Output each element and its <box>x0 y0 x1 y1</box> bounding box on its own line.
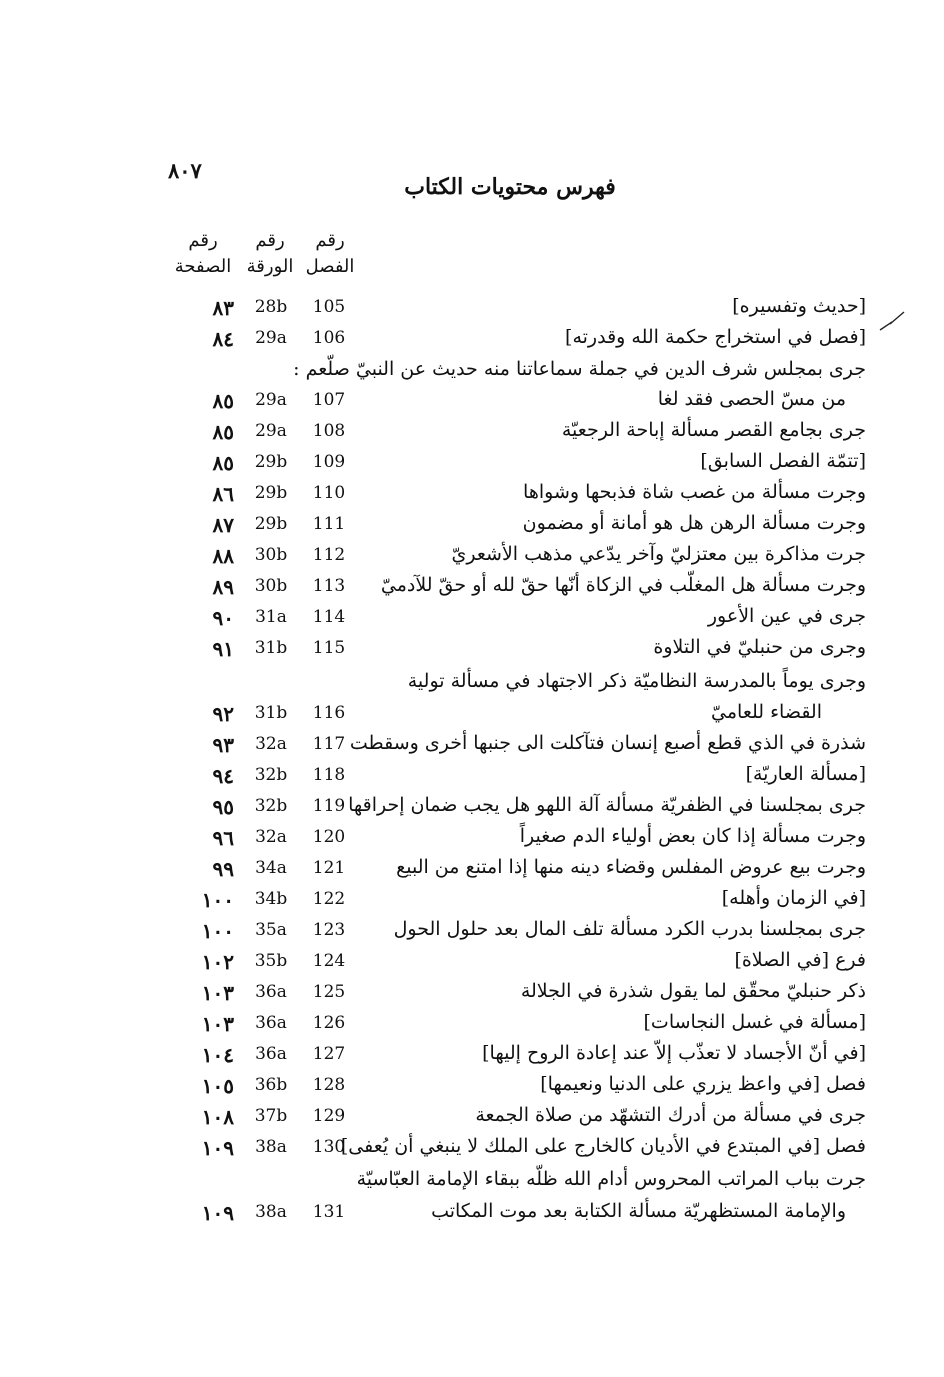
leaf-heading-line2: الورقة <box>246 256 294 277</box>
chapter-number: 114 <box>312 607 346 627</box>
table-row <box>0 479 944 510</box>
table-row <box>0 324 944 355</box>
table-row <box>0 792 944 823</box>
leaf-number: 35b <box>254 951 288 971</box>
leaf-number: 38a <box>255 1137 287 1157</box>
table-row <box>0 572 944 603</box>
page-number-cell: ٨٧ <box>212 513 234 537</box>
entry-title: [حديث وتفسيره] <box>732 295 866 317</box>
chapter-number: 121 <box>312 858 346 878</box>
page-number-cell: ٩١ <box>212 637 234 661</box>
entry-title: جرت بباب المراتب المحروس أدام الله ظلّه ببقاء الإمامة العبّاسيّة <box>356 1168 866 1190</box>
entry-title: [تتمّة الفصل السابق] <box>700 450 866 472</box>
table-row <box>0 947 944 978</box>
table-row <box>0 634 944 665</box>
page-number-cell: ٨٤ <box>212 327 234 351</box>
entry-title: وجرى من حنبليّ في التلاوة <box>653 636 866 658</box>
entry-title: وجرت بيع عروض المفلس وقضاء دينه منها إذا امتنع من البيع <box>396 856 866 878</box>
entry-title: من مسّ الحصى فقد لغا <box>657 388 846 410</box>
table-row <box>0 730 944 761</box>
page-number-cell: ٩٢ <box>212 702 234 726</box>
table-row <box>0 541 944 572</box>
entry-title: فصل [في المبتدع في الأديان كالخارج على الملك لا ينبغي أن يُعفى] <box>340 1135 866 1157</box>
page-number-cell: ٩٥ <box>212 795 234 819</box>
leaf-number: 29a <box>255 421 287 441</box>
page-column-heading <box>170 228 236 280</box>
chapter-number: 127 <box>312 1044 346 1064</box>
leaf-number: 32a <box>255 827 287 847</box>
leaf-number: 31b <box>254 703 288 723</box>
chapter-number: 130 <box>312 1137 346 1157</box>
leaf-number: 32b <box>254 765 288 785</box>
chapter-number: 110 <box>312 483 346 503</box>
page-number-cell: ٨٥ <box>212 451 234 475</box>
entry-title: وجرت مسألة الرهن هل هو أمانة أو مضمون <box>522 512 866 534</box>
chapter-heading-line2: الفصل <box>305 256 355 277</box>
entry-title: [في الزمان وأهله] <box>721 887 866 909</box>
chapter-number: 123 <box>312 920 346 940</box>
chapter-number: 118 <box>312 765 346 785</box>
entry-title: فصل [في واعظ يزري على الدنيا ونعيمها] <box>540 1073 866 1095</box>
chapter-column-heading <box>300 228 360 280</box>
table-row <box>0 761 944 792</box>
table-row <box>0 1071 944 1102</box>
table-row <box>0 823 944 854</box>
table-row <box>0 1198 944 1229</box>
table-row <box>0 1133 944 1164</box>
entry-title: وجرت مسألة هل المغلّب في الزكاة أنّها حقّ لله أو حقّ للآدميّ <box>380 574 866 596</box>
page-number-cell: ١٠٢ <box>201 950 234 974</box>
page-number-cell: ٩٩ <box>212 857 234 881</box>
table-row <box>0 603 944 634</box>
table-row <box>0 356 944 387</box>
table-row <box>0 978 944 1009</box>
table-row <box>0 386 944 417</box>
entry-title: وجرت مسألة من غصب شاة فذبحها وشواها <box>523 481 866 503</box>
table-row <box>0 510 944 541</box>
chapter-number: 108 <box>312 421 346 441</box>
page-number-cell: ١٠٠ <box>201 919 234 943</box>
chapter-number: 115 <box>312 638 346 658</box>
leaf-number: 29a <box>255 328 287 348</box>
leaf-number: 32b <box>254 796 288 816</box>
entry-title: والإمامة المستظهريّة مسألة الكتابة بعد موت المكاتب <box>431 1200 846 1222</box>
chapter-number: 117 <box>312 734 346 754</box>
leaf-number: 36a <box>255 982 287 1002</box>
entry-title: فرع [في الصلاة] <box>734 949 866 971</box>
page-heading-line1: رقم <box>188 230 218 251</box>
table-row <box>0 699 944 730</box>
entry-title: [فصل في استخراج حكمة الله وقدرته] <box>565 326 866 348</box>
leaf-number: 34b <box>254 889 288 909</box>
entry-title: القضاء للعاميّ <box>711 701 822 723</box>
page-number-cell: ٨٨ <box>212 544 234 568</box>
table-row <box>0 293 944 324</box>
table-row <box>0 448 944 479</box>
leaf-number: 29b <box>254 483 288 503</box>
chapter-number: 107 <box>312 390 346 410</box>
leaf-number: 28b <box>254 297 288 317</box>
page-number-cell: ٨٣ <box>212 296 234 320</box>
page-number-cell: ٨٥ <box>212 420 234 444</box>
leaf-number: 31b <box>254 638 288 658</box>
entry-title: جرت مذاكرة بين معتزليّ وآخر يدّعي مذهب الأشعريّ <box>451 543 866 565</box>
leaf-number: 29b <box>254 514 288 534</box>
entry-title: جرى بجامع القصر مسألة إباحة الرجعيّة <box>561 419 866 441</box>
leaf-number: 36a <box>255 1044 287 1064</box>
table-row <box>0 1166 944 1197</box>
entry-title: جرى بمجلس شرف الدين في جملة سماعاتنا منه حديث عن النبيّ صلّعم : <box>293 358 866 380</box>
page-number-cell: ١٠٤ <box>201 1043 234 1067</box>
table-row <box>0 1102 944 1133</box>
page-number-cell: ٨٩ <box>212 575 234 599</box>
chapter-number: 105 <box>312 297 346 317</box>
table-row <box>0 417 944 448</box>
table-row <box>0 1040 944 1071</box>
page-number-cell: ٩٤ <box>212 764 234 788</box>
page-number-cell: ١٠٨ <box>201 1105 234 1129</box>
leaf-number: 35a <box>255 920 287 940</box>
chapter-number: 128 <box>312 1075 346 1095</box>
page-number-cell: ٩٣ <box>212 733 234 757</box>
leaf-number: 30b <box>254 576 288 596</box>
chapter-number: 113 <box>312 576 346 596</box>
chapter-number: 125 <box>312 982 346 1002</box>
table-row <box>0 854 944 885</box>
page-heading-line2: الصفحة <box>174 256 232 277</box>
table-row <box>0 916 944 947</box>
leaf-number: 29a <box>255 390 287 410</box>
chapter-number: 119 <box>312 796 346 816</box>
chapter-number: 126 <box>312 1013 346 1033</box>
page-number-cell: ٩٠ <box>212 606 234 630</box>
page-number-cell: ٨٦ <box>212 482 234 506</box>
table-row <box>0 668 944 699</box>
entry-title: وجرى يوماً بالمدرسة النظاميّة ذكر الاجتهاد في مسألة تولية <box>407 670 866 692</box>
entry-title: جرى بمجلسنا بدرب الكرد مسألة تلف المال بعد حلول الحول <box>393 918 866 940</box>
chapter-heading-line1: رقم <box>315 230 345 251</box>
leaf-number: 29b <box>254 452 288 472</box>
page-number-cell: ١٠٣ <box>201 981 234 1005</box>
chapter-number: 109 <box>312 452 346 472</box>
running-title: فهرس محتويات الكتاب <box>404 174 616 200</box>
page-number: ٨٠٧ <box>168 158 202 183</box>
page-number-cell: ١٠٥ <box>201 1074 234 1098</box>
entry-title: [مسألة العاريّة] <box>745 763 866 785</box>
entry-title: [في أنّ الأجساد لا تعذّب إلاّ عند إعادة الروح إليها] <box>482 1042 866 1064</box>
leaf-number: 38a <box>255 1202 287 1222</box>
leaf-number: 32a <box>255 734 287 754</box>
leaf-number: 30b <box>254 545 288 565</box>
page-number-cell: ٨٥ <box>212 389 234 413</box>
table-row <box>0 1009 944 1040</box>
chapter-number: 129 <box>312 1106 346 1126</box>
page-number-cell: ١٠٠ <box>201 888 234 912</box>
entry-title: وجرت مسألة إذا كان بعض أولياء الدم صغيراً <box>519 825 866 847</box>
chapter-number: 112 <box>312 545 346 565</box>
entry-title: جرى بمجلسنا في الظفريّة مسألة آلة اللهو هل يجب ضمان إحراقها <box>348 794 866 816</box>
chapter-number: 122 <box>312 889 346 909</box>
page-number-cell: ٩٦ <box>212 826 234 850</box>
entry-title: جرى في عين الأعور <box>707 605 866 627</box>
entry-title: ذكر حنبليّ محقّق لما يقول شذرة في الجلالة <box>520 980 866 1002</box>
table-row <box>0 885 944 916</box>
leaf-number: 34a <box>255 858 287 878</box>
leaf-number: 37b <box>254 1106 288 1126</box>
page-number-cell: ١٠٩ <box>201 1136 234 1160</box>
page-number-cell: ١٠٩ <box>201 1201 234 1225</box>
entry-title: جرى في مسألة من أدرك التشهّد من صلاة الجمعة <box>475 1104 866 1126</box>
leaf-number: 36b <box>254 1075 288 1095</box>
chapter-number: 116 <box>312 703 346 723</box>
leaf-number: 31a <box>255 607 287 627</box>
entry-title: [مسألة في غسل النجاسات] <box>643 1011 866 1033</box>
leaf-heading-line1: رقم <box>255 230 285 251</box>
page-number-cell: ١٠٣ <box>201 1012 234 1036</box>
chapter-number: 131 <box>312 1202 346 1222</box>
chapter-number: 111 <box>312 514 346 534</box>
chapter-number: 124 <box>312 951 346 971</box>
chapter-number: 106 <box>312 328 346 348</box>
entry-title: شذرة في الذي قطع أصبع إنسان فتآكلت الى جنبها أخرى وسقطت <box>349 732 866 754</box>
chapter-number: 120 <box>312 827 346 847</box>
leaf-number: 36a <box>255 1013 287 1033</box>
leaf-column-heading <box>240 228 300 280</box>
